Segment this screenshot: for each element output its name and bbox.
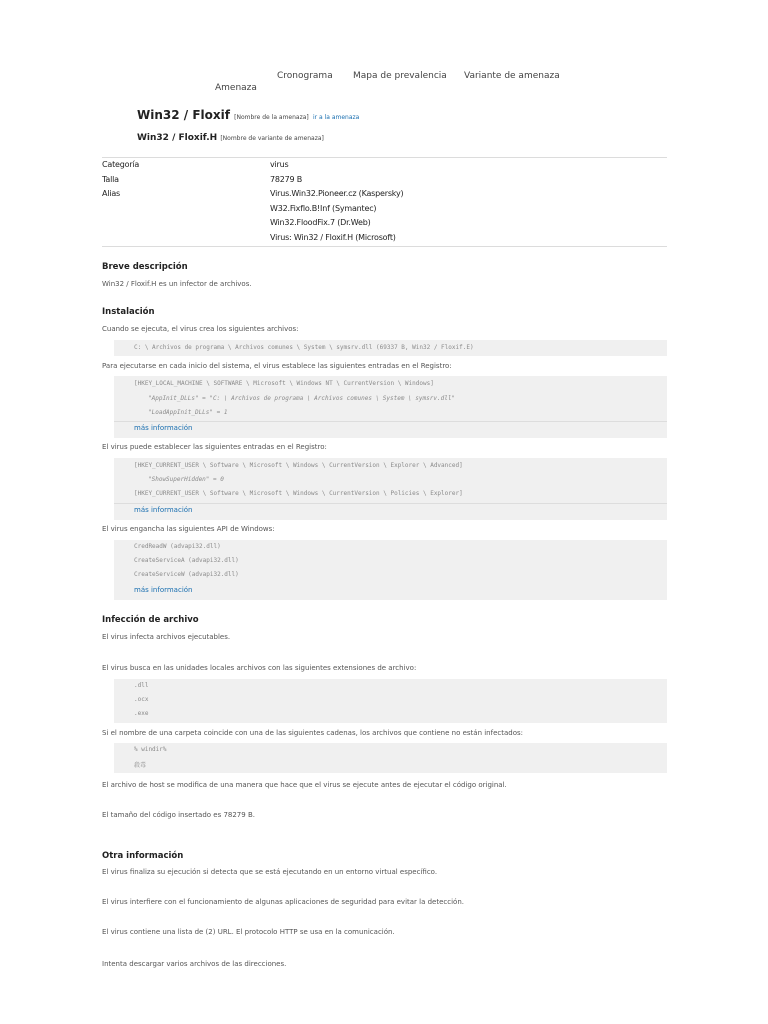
value-alias: Virus.Win32.Pioneer.cz (Kaspersky): [270, 189, 404, 198]
instalacion-p2: Para ejecutarse en cada inicio del sistema, el virus establece las siguientes entradas en el Registro:: [102, 362, 452, 370]
label-alias: Alias: [102, 189, 120, 198]
tab-amenaza[interactable]: Amenaza: [215, 83, 257, 93]
code-line: % windir%: [134, 746, 167, 753]
instalacion-p1: Cuando se ejecuta, el virus crea los siguientes archivos:: [102, 325, 299, 333]
info-values: [270, 158, 403, 245]
code-line: "ShowSuperHidden" = 0: [148, 476, 224, 483]
value-alias: Win32.FloodFix.7 (Dr.Web): [270, 218, 371, 227]
code-line: .ocx: [134, 696, 149, 703]
code-line: .exe: [134, 710, 149, 717]
tab-cronograma[interactable]: Cronograma: [277, 71, 333, 81]
value-alias: Virus: Win32 / Floxif.H (Microsoft): [270, 232, 396, 242]
label-categoria: Categoría: [102, 160, 140, 169]
code-line: "LoadAppInit_DLLs" = 1: [148, 409, 228, 416]
variant-title: [137, 133, 324, 143]
code-line: 殺毒: [134, 762, 147, 769]
code-block-folders: [114, 743, 667, 773]
infeccion-p4: El archivo de host se modifica de una manera que hace que el virus se ejecute antes de ejecutar el código original.: [102, 781, 507, 789]
threat-name: Win32 / Floxif: [137, 108, 230, 122]
code-line: .dll: [134, 682, 149, 689]
code-block-files: [114, 340, 667, 356]
section-title-breve: Breve descripción: [102, 262, 188, 272]
code-block-registry-2: [114, 458, 667, 520]
code-line: "AppInit_DLLs" = "C: \ Archivos de programa \ Archivos comunes \ System \ symsrv.dll": [148, 395, 456, 402]
divider: [114, 503, 667, 504]
code-line: [HKEY_LOCAL_MACHINE \ SOFTWARE \ Microsoft \ Windows NT \ CurrentVersion \ Windows]: [134, 380, 434, 387]
section-title-infeccion: Infección de archivo: [102, 615, 199, 625]
divider: [102, 246, 667, 247]
more-info-link[interactable]: más información: [134, 424, 193, 432]
section-title-instalacion: Instalación: [102, 307, 155, 317]
code-line: CreateServiceA (advapi32.dll): [134, 557, 239, 564]
otra-p2: El virus interfiere con el funcionamiento de algunas aplicaciones de seguridad para evitar la detección.: [102, 898, 464, 906]
infeccion-p5: El tamaño del código insertado es 78279 B.: [102, 811, 255, 819]
section-title-otra: Otra información: [102, 851, 184, 861]
code-block-extensions: [114, 679, 667, 723]
tab-variante-amenaza[interactable]: Variante de amenaza: [464, 71, 560, 81]
go-to-threat-link[interactable]: ir a la amenaza: [312, 114, 360, 121]
otra-p4: Intenta descargar varios archivos de las direcciones.: [102, 960, 287, 968]
more-info-link[interactable]: más información: [134, 586, 193, 594]
infeccion-p1: El virus infecta archivos ejecutables.: [102, 633, 231, 641]
code-block-registry-1: [114, 376, 667, 438]
value-alias: W32.Fixflo.B!Inf (Symantec): [270, 203, 377, 213]
code-line: CredReadW (advapi32.dll): [134, 543, 221, 550]
infeccion-p3: Si el nombre de una carpeta coincide con una de las siguientes cadenas, los archivos que contiene no están infectados:: [102, 729, 523, 737]
code-line: C: \ Archivos de programa \ Archivos comunes \ System \ symsrv.dll (69337 B, Win32 / Floxif.E): [134, 344, 474, 351]
tab-mapa-prevalencia[interactable]: Mapa de prevalencia: [353, 71, 447, 81]
infeccion-p2: El virus busca en las unidades locales archivos con las siguientes extensiones de archivo:: [102, 664, 417, 672]
value-talla: 78279 B: [270, 174, 303, 184]
value-categoria: virus: [270, 160, 289, 169]
code-line: CreateServiceW (advapi32.dll): [134, 571, 239, 578]
otra-p1: El virus finaliza su ejecución si detecta que se está ejecutando en un entorno virtual específico.: [102, 868, 438, 876]
code-block-apis: [114, 540, 667, 600]
more-info-link[interactable]: más información: [134, 506, 193, 514]
variant-name: Win32 / Floxif.H: [137, 133, 218, 143]
label-talla: Talla: [102, 174, 119, 184]
code-line: [HKEY_CURRENT_USER \ Software \ Microsoft \ Windows \ CurrentVersion \ Policies \ Explorer]: [134, 490, 463, 497]
code-line: [HKEY_CURRENT_USER \ Software \ Microsoft \ Windows \ CurrentVersion \ Explorer \ Advanced]: [134, 462, 463, 469]
variant-name-note: [Nombre de variante de amenaza]: [220, 135, 324, 142]
threat-name-note: [Nombre de la amenaza]: [234, 114, 309, 121]
threat-title: [137, 108, 359, 122]
breve-text: Win32 / Floxif.H es un infector de archivos.: [102, 280, 252, 288]
otra-p3: El virus contiene una lista de (2) URL. El protocolo HTTP se usa en la comunicación.: [102, 928, 395, 936]
instalacion-p3: El virus puede establecer las siguientes entradas en el Registro:: [102, 443, 327, 451]
divider: [114, 421, 667, 422]
instalacion-p4: El virus engancha las siguientes API de Windows:: [102, 525, 275, 533]
info-labels: [102, 158, 139, 202]
